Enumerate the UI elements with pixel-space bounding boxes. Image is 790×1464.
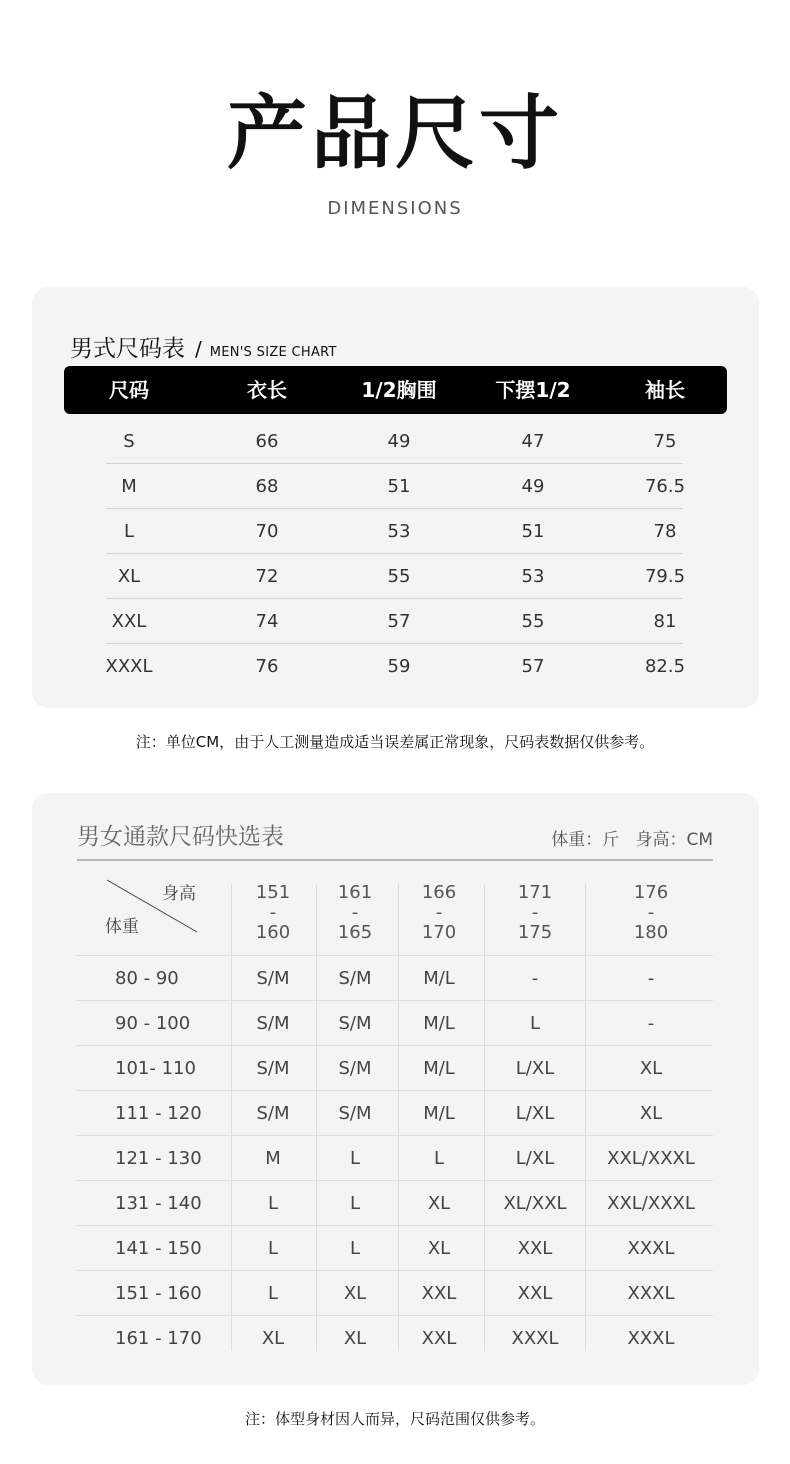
- size-recommendation-cell: L: [267, 1283, 279, 1304]
- size-recommendation-cell: S/M: [338, 968, 372, 989]
- mens-table-cell: XXXL: [105, 656, 153, 677]
- mens-col-header: 1/2胸围: [361, 378, 437, 402]
- size-recommendation-cell: L: [433, 1148, 445, 1169]
- corner-weight-label: 体重: [105, 917, 139, 937]
- weight-range-label: 151 - 160: [115, 1283, 202, 1304]
- height-range-header: 180: [633, 922, 669, 943]
- size-recommendation-cell: XXXL: [511, 1328, 559, 1349]
- mens-chart-title-zh: 男式尺码表: [70, 336, 185, 362]
- height-range-header: -: [647, 902, 655, 923]
- size-recommendation-cell: XXL: [421, 1328, 457, 1349]
- height-range-header: 151: [255, 882, 291, 903]
- size-recommendation-cell: L: [529, 1013, 541, 1034]
- corner-height-label: 身高: [162, 884, 196, 904]
- weight-range-label: 131 - 140: [115, 1193, 202, 1214]
- mens-table-cell: S: [123, 431, 135, 452]
- height-range-header: -: [531, 902, 539, 923]
- page-title: 产品尺寸: [227, 87, 563, 180]
- mens-table-cell: 78: [653, 521, 677, 542]
- size-recommendation-cell: L: [349, 1193, 361, 1214]
- mens-table-cell: 82.5: [644, 656, 686, 677]
- mens-table-cell: 66: [255, 431, 279, 452]
- height-range-header: 165: [337, 922, 373, 943]
- size-recommendation-cell: L: [267, 1238, 279, 1259]
- weight-range-label: 101- 110: [115, 1058, 196, 1079]
- size-recommendation-cell: XXL/XXXL: [607, 1148, 695, 1169]
- size-recommendation-cell: L/XL: [515, 1148, 555, 1169]
- size-recommendation-cell: XXXL: [627, 1283, 675, 1304]
- size-recommendation-cell: L: [267, 1193, 279, 1214]
- mens-table-cell: 53: [521, 566, 545, 587]
- size-recommendation-cell: S/M: [338, 1013, 372, 1034]
- mens-table-cell: 70: [255, 521, 279, 542]
- height-range-header: -: [269, 902, 277, 923]
- height-range-header: -: [351, 902, 359, 923]
- mens-col-header: 下摆1/2: [495, 378, 571, 402]
- weight-range-label: 141 - 150: [115, 1238, 202, 1259]
- size-recommendation-cell: S/M: [338, 1103, 372, 1124]
- height-range-header: 175: [517, 922, 553, 943]
- height-range-header: 170: [421, 922, 457, 943]
- size-recommendation-cell: -: [531, 968, 539, 989]
- mens-table-cell: 51: [387, 476, 411, 497]
- size-recommendation-cell: XXL/XXXL: [607, 1193, 695, 1214]
- quick-select-units: 体重：斤 身高：CM: [551, 830, 713, 850]
- size-recommendation-cell: XXXL: [627, 1328, 675, 1349]
- size-recommendation-cell: XL: [639, 1103, 663, 1124]
- mens-table-cell: 51: [521, 521, 545, 542]
- mens-table-cell: L: [123, 521, 135, 542]
- mens-table-cell: 79.5: [644, 566, 686, 587]
- size-recommendation-cell: XL: [427, 1238, 451, 1259]
- size-recommendation-cell: -: [647, 968, 655, 989]
- size-recommendation-cell: XL: [261, 1328, 285, 1349]
- size-recommendation-cell: XL: [427, 1193, 451, 1214]
- size-recommendation-cell: L/XL: [515, 1103, 555, 1124]
- size-recommendation-cell: L: [349, 1148, 361, 1169]
- mens-table-cell: 55: [521, 611, 545, 632]
- size-recommendation-cell: XL: [343, 1283, 367, 1304]
- title-separator: /: [195, 337, 202, 361]
- mens-table-cell: 47: [521, 431, 545, 452]
- height-range-header: 160: [255, 922, 291, 943]
- mens-table-cell: XXL: [111, 611, 147, 632]
- page-subtitle: DIMENSIONS: [327, 198, 463, 219]
- weight-range-label: 90 - 100: [115, 1013, 191, 1034]
- mens-col-header: 尺码: [109, 378, 149, 402]
- weight-range-label: 80 - 90: [115, 968, 179, 989]
- size-recommendation-cell: XL: [639, 1058, 663, 1079]
- mens-table-cell: 76.5: [644, 476, 686, 497]
- mens-table-cell: 53: [387, 521, 411, 542]
- mens-table-cell: 75: [653, 431, 677, 452]
- weight-range-label: 121 - 130: [115, 1148, 202, 1169]
- mens-chart-note: 注：单位CM，由于人工测量造成适当误差属正常现象，尺码表数据仅供参考。: [135, 733, 655, 751]
- quick-select-divider: [77, 859, 713, 861]
- mens-table-cell: M: [121, 476, 137, 497]
- height-range-header: 166: [421, 882, 457, 903]
- size-recommendation-cell: XXXL: [627, 1238, 675, 1259]
- size-recommendation-cell: XXL: [517, 1283, 553, 1304]
- mens-col-header: 袖长: [645, 378, 685, 402]
- size-recommendation-cell: M/L: [423, 968, 455, 989]
- size-recommendation-cell: L/XL: [515, 1058, 555, 1079]
- size-recommendation-cell: S/M: [256, 1013, 290, 1034]
- quick-select-title: 男女通款尺码快选表: [77, 824, 284, 850]
- mens-table-cell: 72: [255, 566, 279, 587]
- size-recommendation-cell: M/L: [423, 1103, 455, 1124]
- size-recommendation-cell: XXL: [421, 1283, 457, 1304]
- size-recommendation-cell: S/M: [256, 968, 290, 989]
- mens-col-header: 衣长: [247, 378, 287, 402]
- size-recommendation-cell: L: [349, 1238, 361, 1259]
- mens-table-cell: 76: [255, 656, 279, 677]
- mens-table-cell: 74: [255, 611, 279, 632]
- size-recommendation-cell: XL: [343, 1328, 367, 1349]
- quick-select-note: 注：体型身材因人而异，尺码范围仅供参考。: [244, 1410, 545, 1428]
- weight-range-label: 161 - 170: [115, 1328, 202, 1349]
- size-recommendation-cell: XXL: [517, 1238, 553, 1259]
- weight-range-label: 111 - 120: [115, 1103, 202, 1124]
- mens-table-cell: 81: [653, 611, 677, 632]
- size-recommendation-cell: M/L: [423, 1013, 455, 1034]
- size-recommendation-cell: M/L: [423, 1058, 455, 1079]
- height-range-header: -: [435, 902, 443, 923]
- mens-table-cell: 68: [255, 476, 279, 497]
- height-range-header: 171: [517, 882, 553, 903]
- mens-table-cell: 49: [387, 431, 411, 452]
- mens-chart-title-en: MEN'S SIZE CHART: [209, 345, 337, 360]
- mens-table-cell: 59: [387, 656, 411, 677]
- height-range-header: 161: [337, 882, 373, 903]
- size-recommendation-cell: -: [647, 1013, 655, 1034]
- mens-table-cell: 55: [387, 566, 411, 587]
- size-recommendation-cell: XL/XXL: [503, 1193, 567, 1214]
- mens-chart-title: [70, 330, 337, 363]
- size-recommendation-cell: M: [265, 1148, 281, 1169]
- mens-table-cell: XL: [117, 566, 141, 587]
- size-recommendation-cell: S/M: [256, 1058, 290, 1079]
- mens-table-cell: 57: [387, 611, 411, 632]
- mens-table-cell: 49: [521, 476, 545, 497]
- size-recommendation-cell: S/M: [338, 1058, 372, 1079]
- height-range-header: 176: [633, 882, 669, 903]
- size-recommendation-cell: S/M: [256, 1103, 290, 1124]
- mens-table-cell: 57: [521, 656, 545, 677]
